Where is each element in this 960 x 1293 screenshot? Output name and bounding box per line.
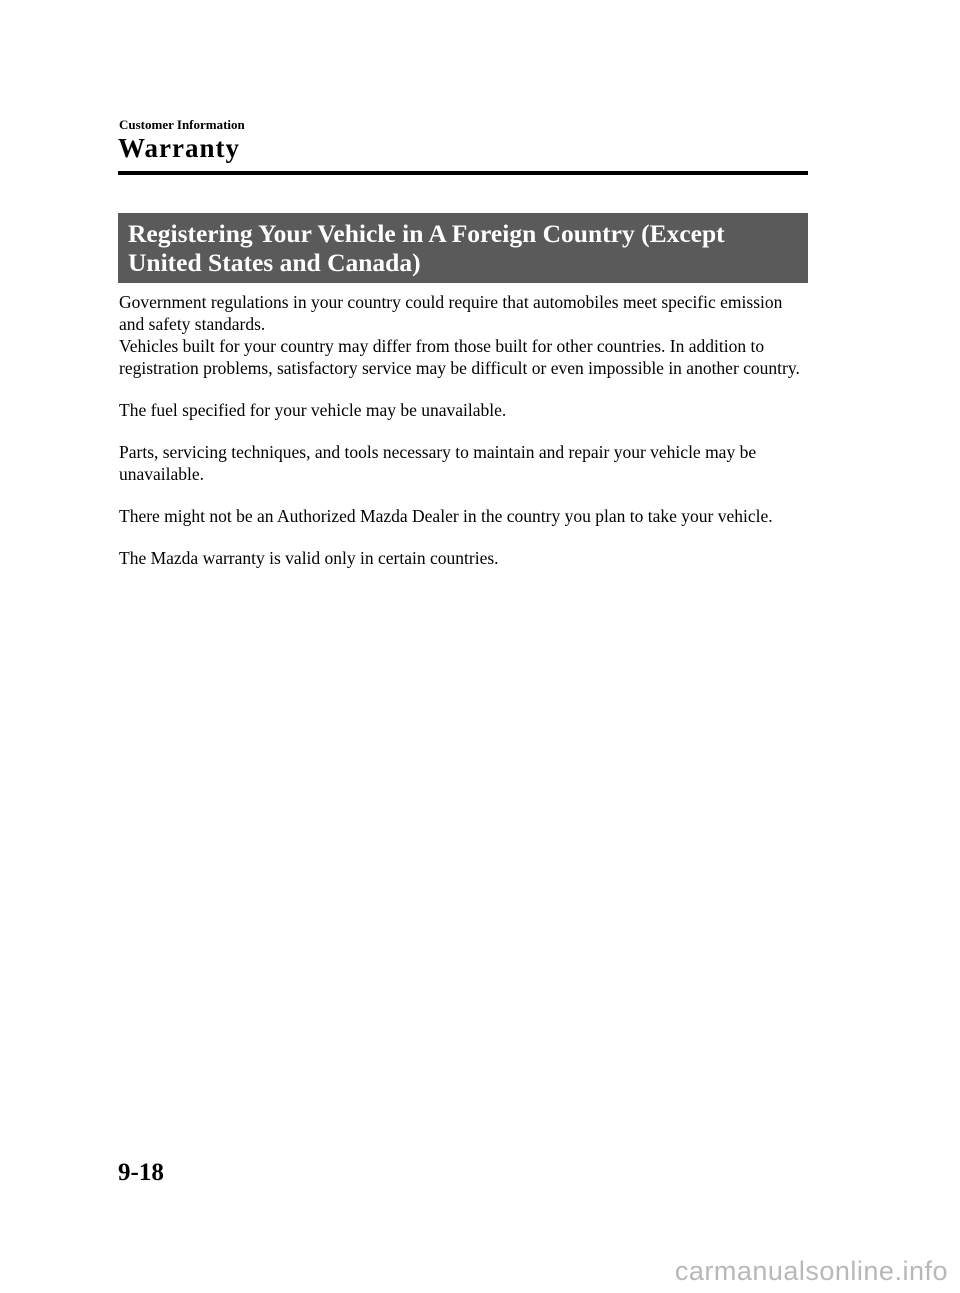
section-title: Warranty — [118, 133, 240, 163]
header-rule — [118, 171, 808, 175]
paragraph-regulations: Government regulations in your country could require that automobiles meet specific emission and safety standards. — [119, 292, 783, 334]
watermark: carmanualsonline.info — [674, 1256, 948, 1286]
paragraph-warranty: The Mazda warranty is valid only in certain countries. — [119, 548, 499, 568]
body-text — [119, 291, 809, 589]
paragraph-parts: Parts, servicing techniques, and tools necessary to maintain and repair your vehicle may be unavailable. — [119, 442, 757, 484]
banner-title-line-1: Registering Your Vehicle in A Foreign Country (Except — [128, 219, 725, 248]
paragraph-vehicles-differ: Vehicles built for your country may differ from those built for other countries. In addition to registration problems, satisfactory service may be difficult or even impossible in another country. — [119, 336, 800, 378]
page-number: 9-18 — [118, 1159, 164, 1186]
topic-banner — [118, 213, 808, 283]
paragraph-fuel: The fuel specified for your vehicle may be unavailable. — [119, 400, 507, 420]
banner-title-line-2: United States and Canada) — [128, 248, 421, 277]
paragraph-dealer: There might not be an Authorized Mazda Dealer in the country you plan to take your vehicle. — [119, 506, 773, 526]
chapter-label: Customer Information — [119, 117, 245, 132]
